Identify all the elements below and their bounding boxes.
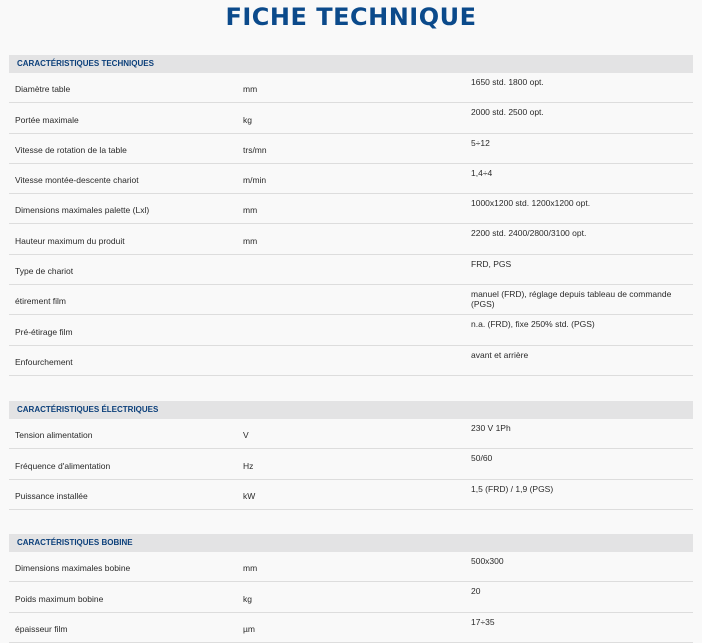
section-header: CARACTÉRISTIQUES TECHNIQUES — [9, 55, 693, 73]
row-value: avant et arrière — [471, 349, 529, 360]
table-row — [9, 134, 693, 164]
row-unit: µm — [243, 623, 255, 634]
row-value: manuel (FRD), réglage depuis tableau de commande (PGS) — [471, 289, 672, 310]
row-label: Dimensions maximales palette (Lxl) — [15, 205, 150, 216]
table-row — [9, 552, 693, 582]
row-value: 230 V 1Ph — [471, 423, 511, 433]
table-row — [9, 73, 693, 103]
row-value: 5÷12 — [471, 137, 490, 148]
row-unit: m/min — [243, 175, 267, 186]
table-row — [9, 613, 693, 643]
row-label: Fréquence d'alimentation — [15, 460, 111, 471]
table-row — [9, 194, 693, 224]
row-unit: trs/mn — [243, 144, 267, 155]
table-row — [9, 582, 693, 612]
row-value: 500x300 — [471, 556, 504, 566]
row-value: 1,5 (FRD) / 1,9 (PGS) — [471, 483, 554, 494]
row-value: FRD, PGS — [471, 258, 512, 269]
row-label: Poids maximum bobine — [15, 593, 104, 604]
table-row — [9, 103, 693, 133]
row-unit: V — [243, 430, 249, 441]
row-unit: kW — [243, 490, 256, 501]
section-electrical — [9, 401, 693, 510]
table-row — [9, 419, 693, 449]
row-unit: kg — [243, 593, 252, 604]
row-value: 1,4÷4 — [471, 167, 493, 178]
row-unit: mm — [243, 84, 258, 95]
table-row — [9, 315, 693, 345]
table-row — [9, 449, 693, 479]
row-value: 2000 std. 2500 opt. — [471, 107, 544, 118]
row-value: n.a. (FRD), fixe 250% std. (PGS) — [471, 319, 595, 330]
row-value: 1000x1200 std. 1200x1200 opt. — [471, 198, 591, 209]
row-label: Diamètre table — [15, 84, 71, 95]
row-label: Tension alimentation — [15, 430, 93, 441]
row-label: étirement film — [15, 296, 67, 307]
row-unit: kg — [243, 114, 252, 125]
table-row — [9, 224, 693, 254]
row-value: 50/60 — [471, 453, 493, 464]
table-row — [9, 164, 693, 194]
row-label: Vitesse de rotation de la table — [15, 144, 127, 155]
row-unit: Hz — [243, 460, 254, 471]
section-header: CARACTÉRISTIQUES ÉLECTRIQUES — [9, 401, 693, 419]
section-technical — [9, 55, 693, 376]
row-unit: mm — [243, 205, 258, 216]
row-value: 1650 std. 1800 opt. — [471, 77, 544, 87]
table-row — [9, 346, 693, 376]
table-row — [9, 285, 693, 315]
row-value: 2200 std. 2400/2800/3100 opt. — [471, 228, 587, 239]
row-label: Enfourchement — [15, 356, 73, 367]
row-label: Hauteur maximum du produit — [15, 235, 125, 246]
row-label: Pré-étirage film — [15, 326, 73, 337]
page-title: FICHE TECHNIQUE — [225, 3, 477, 31]
row-label: Type de chariot — [15, 266, 74, 277]
row-value: 17÷35 — [471, 616, 495, 627]
row-label: Vitesse montée-descente chariot — [15, 175, 139, 186]
row-label: Puissance installée — [15, 490, 88, 501]
row-label: Dimensions maximales bobine — [15, 563, 131, 574]
row-value: 20 — [471, 586, 481, 597]
section-reel — [9, 534, 693, 643]
row-unit: mm — [243, 235, 258, 246]
table-row — [9, 480, 693, 510]
section-header: CARACTÉRISTIQUES BOBINE — [9, 534, 693, 552]
row-label: épaisseur film — [15, 623, 68, 634]
row-label: Portée maximale — [15, 114, 79, 125]
table-row — [9, 255, 693, 285]
row-unit: mm — [243, 563, 258, 574]
